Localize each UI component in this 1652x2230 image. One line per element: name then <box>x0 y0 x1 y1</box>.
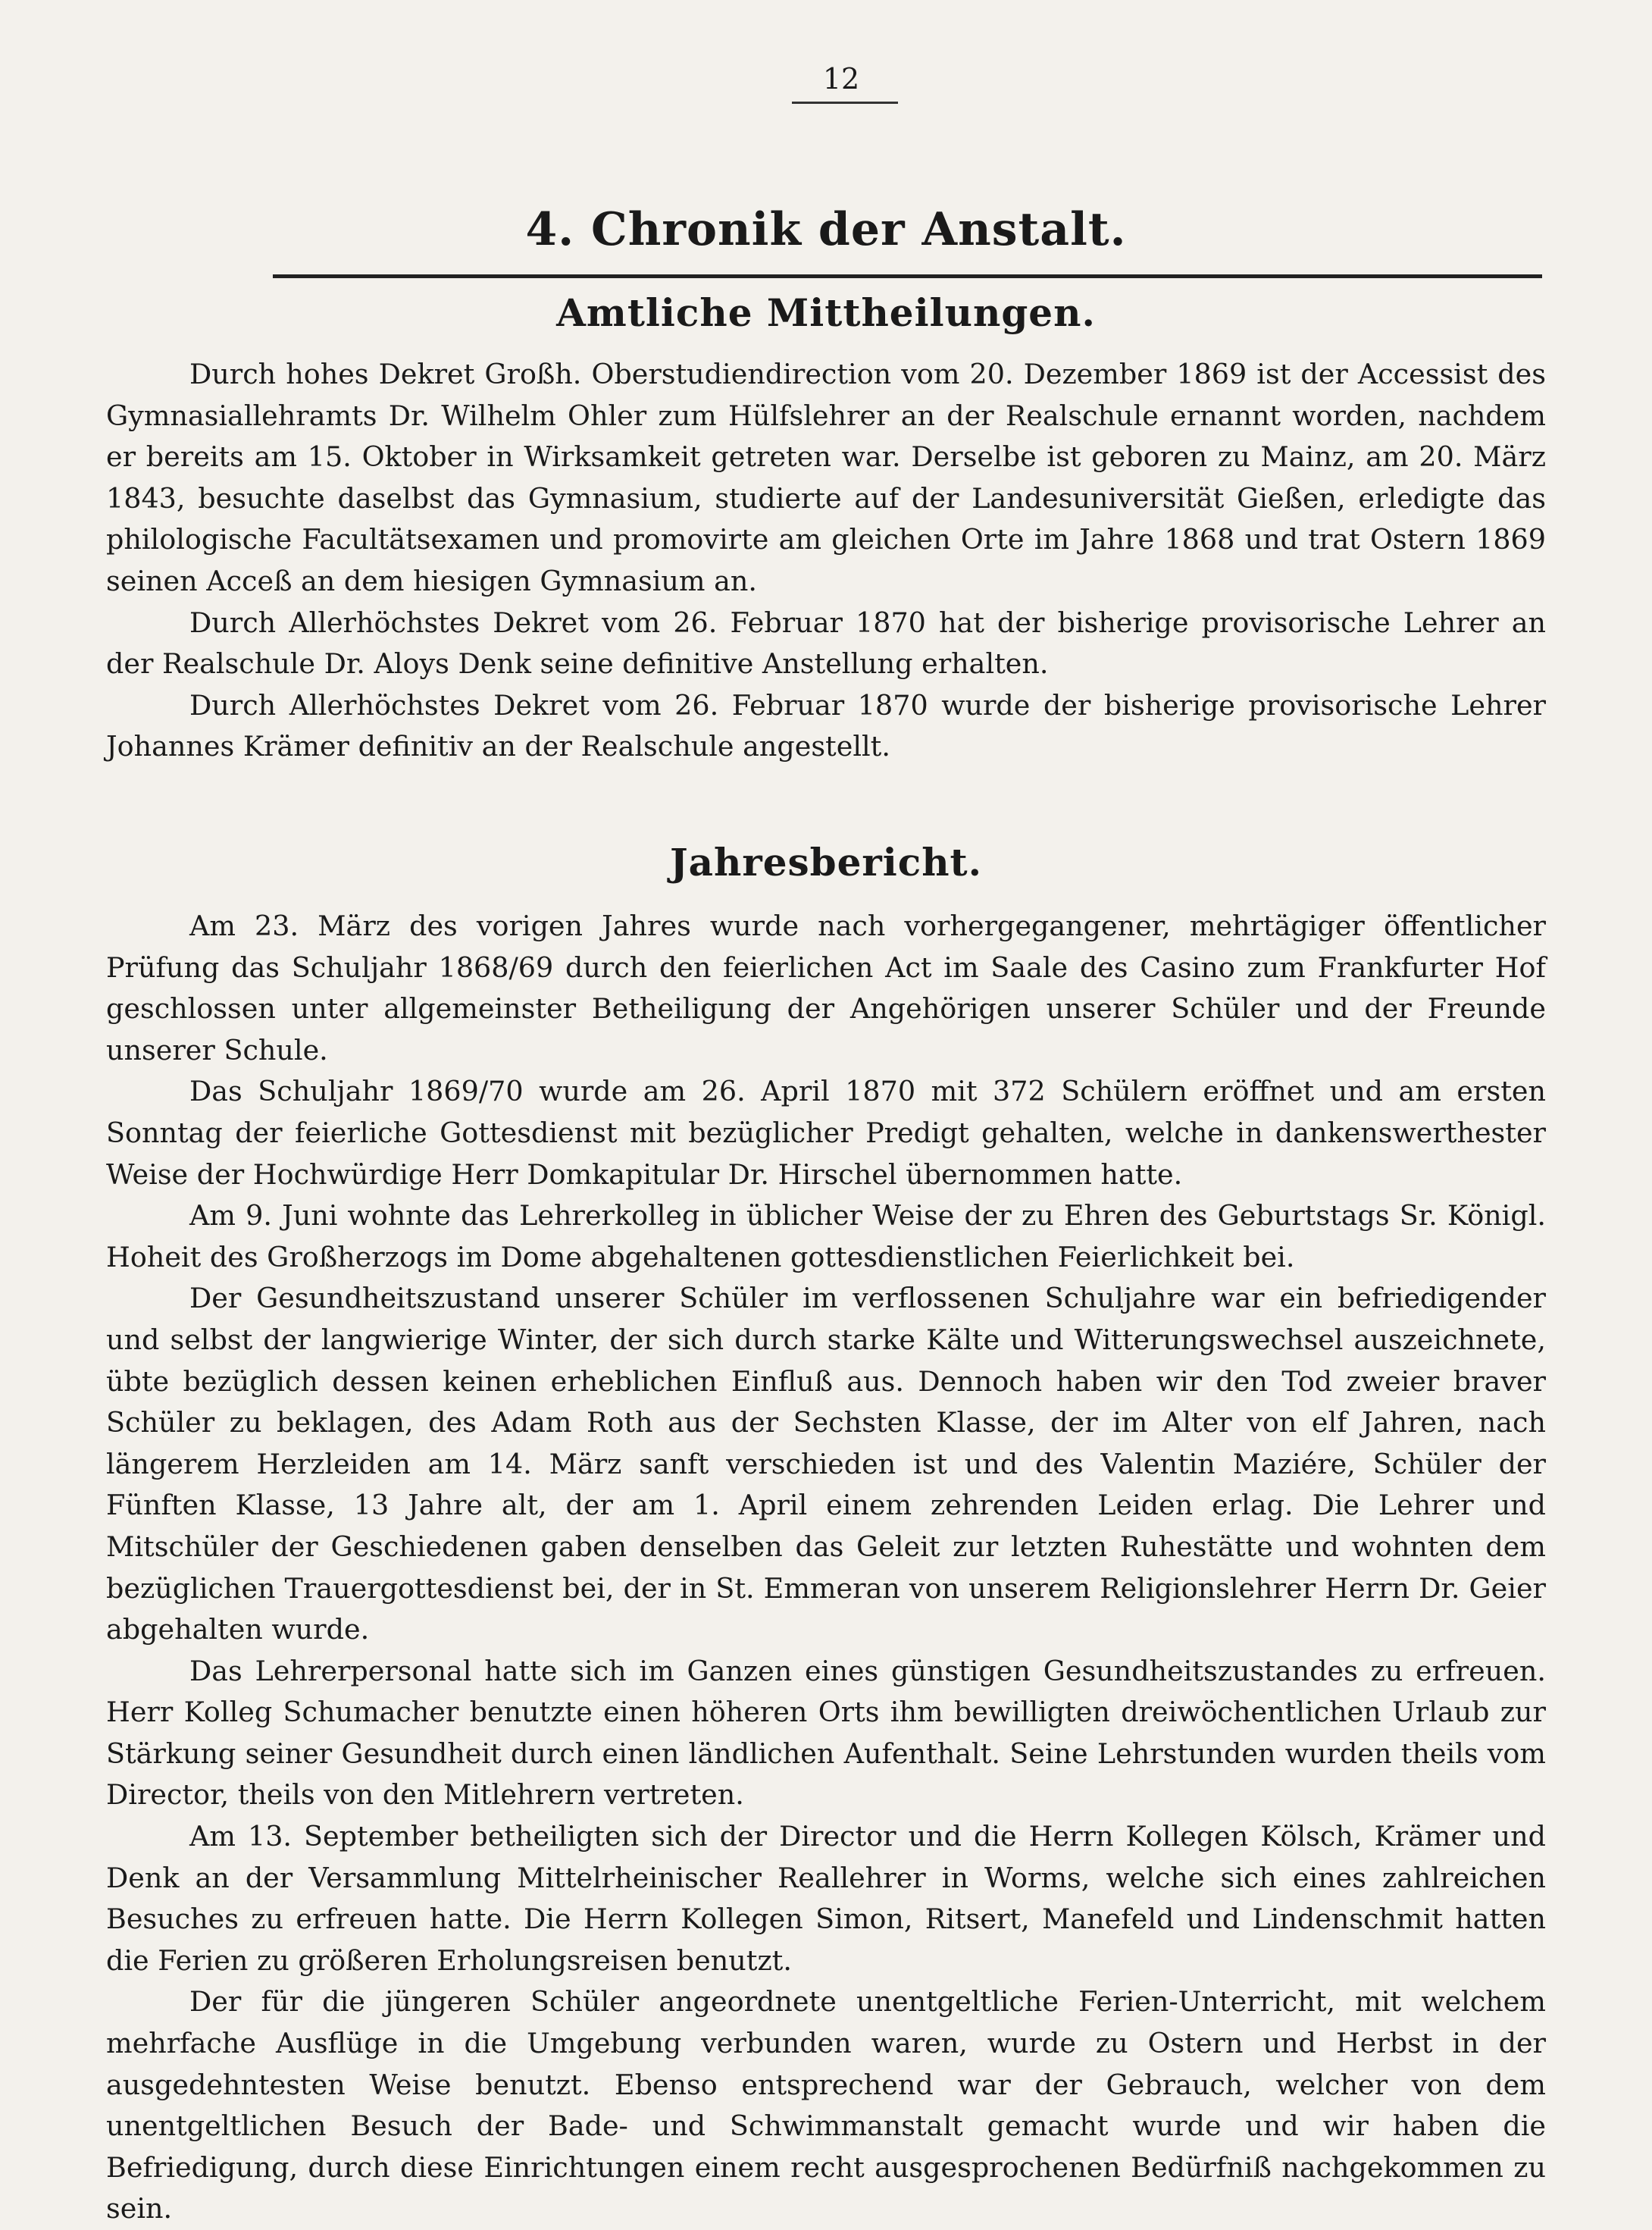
paragraph: Am 23. März des vorigen Jahres wurde nach vorhergegangener, mehrtägiger öffentlicher Prüfung das Schuljahr 1868/69 durch den feierlichen Act im Saale des Casino zum Frankfurter Hof geschlossen unter allgemeinster Betheiligung der Angehörigen unserer Schüler und der Freunde unserer Schule. <box>106 910 1546 1066</box>
paragraph: Der Gesundheitszustand unserer Schüler im verflossenen Schuljahre war ein befriedigender und selbst der langwierige Winter, der sich durch starke Kälte und Witterungswechsel auszeichnete, übte bezüglich dessen keinen erheblichen Einfluß aus. Dennoch haben wir den Tod zweier braver Schüler zu beklagen, des Adam Roth aus der Sechsten Klasse, der im Alter von elf Jahren, nach längerem Herzleiden am 14. März sanft verschieden ist und des Valentin Maziére, Schüler der Fünften Klasse, 13 Jahre alt, der am 1. April einem zehrenden Leiden erlag. Die Lehrer und Mitschüler der Geschiedenen gaben denselben das Geleit zur letzten Ruhestätte und wohnten dem bezüglichen Trauergottesdienst bei, der in St. Emmeran von unserem Religionslehrer Herrn Dr. Geier abgehalten wurde. <box>106 1282 1546 1646</box>
paragraph: Am 9. Juni wohnte das Lehrerkolleg in üblicher Weise der zu Ehren des Geburtstags Sr. Königl. Hoheit des Großherzogs im Dome abgehaltenen gottesdienstlichen Feierlichkeit bei. <box>106 1199 1546 1273</box>
section-body-official-notices <box>106 354 1546 768</box>
paragraph: Durch hohes Dekret Großh. Oberstudiendirection vom 20. Dezember 1869 ist der Accessist des Gymnasiallehramts Dr. Wilhelm Ohler zum Hülfslehrer an der Realschule ernannt worden, nachdem er bereits am 15. Oktober in Wirksamkeit getreten war. Derselbe ist geboren zu Mainz, am 20. März 1843, besuchte daselbst das Gymnasium, studierte auf der Landesuniversität Gießen, erledigte das philologische Facultätsexamen und promovirte am gleichen Orte im Jahre 1868 und trat Ostern 1869 seinen Acceß an dem hiesigen Gymnasium an. <box>106 358 1546 597</box>
paragraph: Durch Allerhöchstes Dekret vom 26. Februar 1870 hat der bisherige provisorische Lehrer an der Realschule Dr. Aloys Denk seine definitive Anstellung erhalten. <box>106 606 1546 681</box>
paragraph: Das Lehrerpersonal hatte sich im Ganzen eines günstigen Gesundheitszustandes zu erfreuen. Herr Kolleg Schumacher benutzte einen höheren Orts ihm bewilligten dreiwöchentlichen Urlaub zur Stärkung seiner Gesundheit durch einen ländlichen Aufenthalt. Seine Lehrstunden wurden theils vom Director, theils von den Mitlehrern vertreten. <box>106 1654 1546 1812</box>
title-divider <box>273 274 1542 278</box>
paragraph: Das Schuljahr 1869/70 wurde am 26. April 1870 mit 372 Schülern eröffnet und am ersten Sonntag der feierliche Gottesdienst mit bezüglicher Predigt gehalten, welche in dankenswerthester Weise der Hochwürdige Herr Domkapitular Dr. Hirschel übernommen hatte. <box>106 1075 1546 1191</box>
page-number: 12 <box>822 62 860 96</box>
section-heading-official-notices: Amtliche Mittheilungen. <box>556 290 1096 335</box>
section-heading-annual-report: Jahresbericht. <box>669 840 983 885</box>
chapter-title: 4. Chronik der Anstalt. <box>525 203 1127 256</box>
paragraph: Durch Allerhöchstes Dekret vom 26. Februar 1870 wurde der bisherige provisorische Lehrer Johannes Krämer definitiv an der Realschule angestellt. <box>106 688 1546 763</box>
paragraph: Der für die jüngeren Schüler angeordnete unentgeltliche Ferien-Unterricht, mit welchem mehrfache Ausflüge in die Umgebung verbunden waren, wurde zu Ostern und Herbst in der ausgedehntesten Weise benutzt. Ebenso entsprechend war der Gebrauch, welcher von dem unentgeltlichen Besuch der Bade- und Schwimmanstalt gemacht wurde und wir haben die Befriedigung, durch diese Einrichtungen einem recht ausgesprochenen Bedürfniß nachgekommen zu sein. <box>106 1985 1546 2225</box>
section-body-annual-report <box>106 906 1546 2230</box>
paragraph: Am 13. September betheiligten sich der Director und die Herrn Kollegen Kölsch, Krämer und Denk an der Versammlung Mittelrheinischer Reallehrer in Worms, welche sich eines zahlreichen Besuches zu erfreuen hatte. Die Herrn Kollegen Simon, Ritsert, Manefeld und Lindenschmit hatten die Ferien zu größeren Erholungsreisen benutzt. <box>106 1820 1546 1977</box>
page-number-underline <box>792 102 898 104</box>
